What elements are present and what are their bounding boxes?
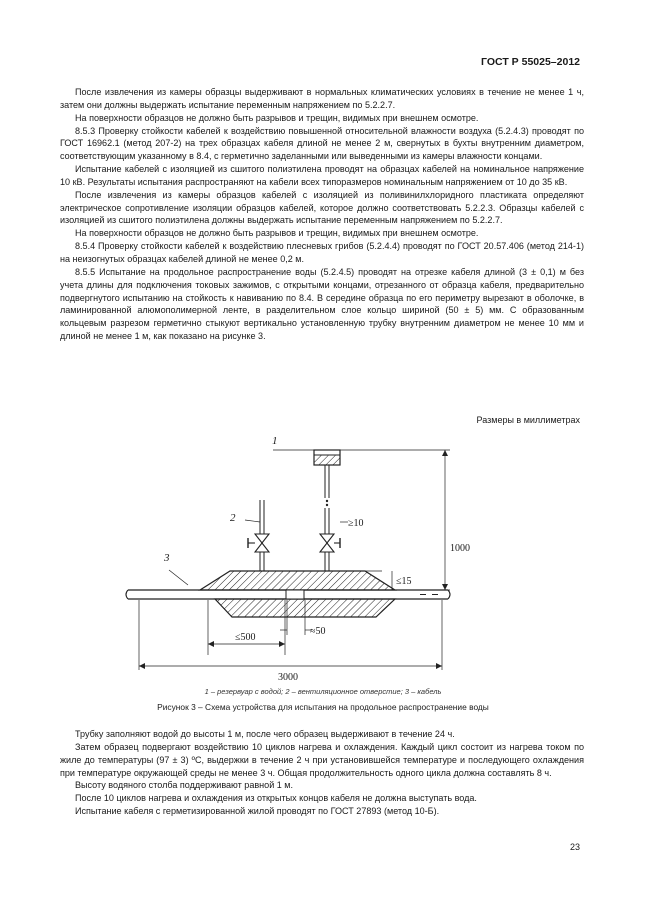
water-reservoir <box>314 450 340 465</box>
document-header: ГОСТ Р 55025–2012 <box>481 56 580 68</box>
vent-pipe <box>248 500 269 571</box>
paragraph: Испытание кабеля с герметизированной жилой проводят по ГОСТ 27893 (метод 10-Б). <box>75 806 440 817</box>
paragraph: Испытание кабелей с изоляцией из сшитого полиэтилена проводят на образцах кабелей на номинальное напряжение 10 кВ. Результаты испытания распространяют на кабели всех типоразмеров номинальным напряжением от 10 до 35 кВ. <box>60 164 584 187</box>
vertical-tube <box>325 465 329 571</box>
dimension-lines <box>139 450 450 670</box>
dim-1000-label: 1000 <box>450 543 470 554</box>
callout-1: 1 <box>272 435 278 447</box>
paragraph: Высоту водяного столба поддерживают равной 1 м. <box>75 780 294 791</box>
paragraph: 8.5.3 Проверку стойкости кабелей к воздействию повышенной относительной влажности воздуха (5.2.4.3) проводят по ГОСТ 16962.1 (метод 207-2) на трех образцах кабеля длиной не менее 2 м, свернутых в бухты внутренним диаметром, соответствующим указанному в 8.4, с герметично заделанными или выведенными из камеры влажности концами. <box>60 125 584 162</box>
callout-3: 3 <box>164 552 170 564</box>
dim-3000-label: 3000 <box>278 672 298 683</box>
callout-2: 2 <box>230 512 236 524</box>
dimensions-note: Размеры в миллиметрах <box>476 415 580 425</box>
paragraph: На поверхности образцов не должно быть разрывов и трещин, видимых при внешнем осмотре. <box>75 228 479 239</box>
dim-le500-label: ≤500 <box>235 632 256 643</box>
paragraph: После 10 циклов нагрева и охлаждения из открытых концов кабеля не должна выступать вода. <box>75 793 477 804</box>
page-number: 23 <box>569 842 580 852</box>
dim-approx50-label: ≈50 <box>310 626 326 637</box>
body-text <box>60 86 584 343</box>
tube-valve <box>320 534 340 552</box>
test-setup-drawing <box>120 430 480 685</box>
paragraph: Затем образец подвергают воздействию 10 циклов нагрева и охлаждения. Каждый цикл состоит из нагрева током по жиле до температуры (97 ± 3) ºС, выдержки в течение 2 ч при установившейся температуре и последующего охлаждения при температуре окружающей среды не менее 3 ч. Общая продолжительность одного цикла должна составлять 8 ч. <box>60 741 584 778</box>
paragraph: Трубку заполняют водой до высоты 1 м, после чего образец выдерживают в течение 24 ч. <box>75 729 455 739</box>
paragraph: На поверхности образцов не должно быть разрывов и трещин, видимых при внешнем осмотре. <box>75 112 479 123</box>
figure-caption: Рисунок 3 – Схема устройства для испытания на продольное распространение воды <box>157 702 489 712</box>
paragraph: После извлечения из камеры образцов кабелей с изоляцией из поливинилхлоридного пластиката определяют электрическое сопротивление изоляции образцов кабелей, которое должно соответствовать 5.2.2.3. Образцы кабелей с изоляцией из сшитого полиэтилена должны выдержать испытание переменным напряжением по 5.2.2.7. <box>60 189 584 226</box>
body-text-continued <box>60 728 584 818</box>
paragraph: 8.5.4 Проверку стойкости кабелей к воздействию плесневых грибов (5.2.4.4) проводят по ГОСТ 20.57.406 (метод 214-1) на неизогнутых образцах кабелей длиной не менее 0,2 м. <box>60 241 584 264</box>
paragraph: 8.5.5 Испытание на продольное распространение воды (5.2.4.5) проводят на отрезке кабеля длиной (3 ± 0,1) м без учета длины для подключения токовых зажимов, с открытыми концами, отрезанного от образца кабеля, предварительно подвергнутого испытанию на стойкость к навиванию по 8.4. В середине образца по его периметру вырезают в оболочке, в ламинированной алюмополимерной ленте, в разделительном слое кольцо шириной (50 ± 5) мм. С образованным кольцевым разрезом герметично стыкуют вертикально установленную трубку внутренним диаметром не менее 10 мм и длиной не менее 1 м, как показано на рисунке 3. <box>60 266 584 342</box>
sealing-sleeve <box>200 571 395 617</box>
dim-ge10-label: ≥10 <box>348 518 364 529</box>
figure-legend: 1 – резервуар с водой; 2 – вентиляционное отверстие; 3 – кабель <box>204 687 442 696</box>
paragraph: После извлечения из камеры образцы выдерживают в нормальных климатических условиях в течение не менее 1 ч, затем они должны выдержать испытание переменным напряжением по 5.2.2.7. <box>60 87 584 110</box>
dim-le15-label: ≤15 <box>396 576 412 587</box>
